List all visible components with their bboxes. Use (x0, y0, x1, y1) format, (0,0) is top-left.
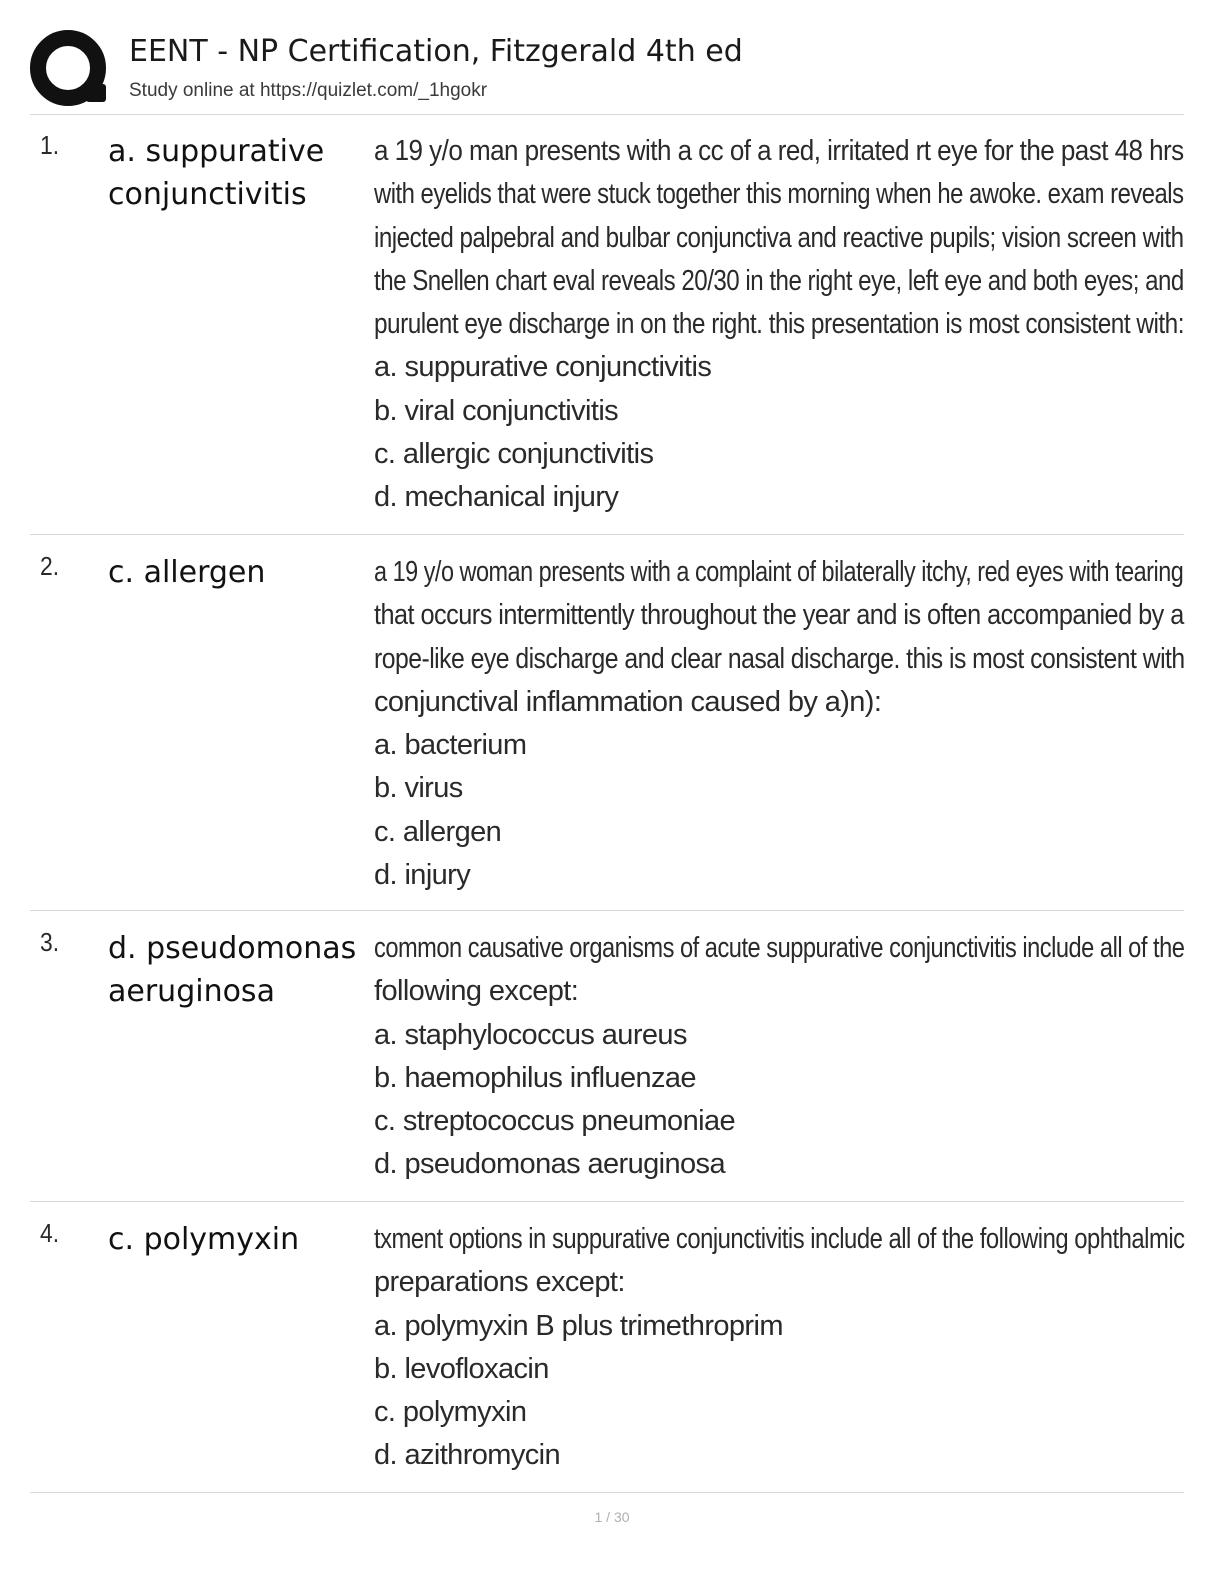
definition-line: a. staphylococcus aureus (374, 1018, 687, 1051)
card-term: c. allergen (108, 555, 266, 590)
definition-line: with eyelids that were stuck together this morning when he awoke. exam reveals (374, 178, 1184, 211)
definition-line: c. allergen (374, 815, 502, 848)
card-number: 3. (40, 927, 60, 957)
set-title: EENT - NP Certification, Fitzgerald 4th ed (129, 34, 743, 69)
definition-line: txment options in suppurative conjunctivitis include all of the following ophthalmic (374, 1223, 1185, 1255)
card-definition (374, 130, 1184, 520)
definition-line: b. levofloxacin (374, 1352, 549, 1385)
card-term: c. polymyxin (108, 1222, 300, 1257)
definition-line: b. virus (374, 772, 463, 805)
definition-line: a 19 y/o woman presents with a complaint of bilaterally itchy, red eyes with tearing (374, 556, 1184, 588)
definition-line: c. polymyxin (374, 1396, 527, 1429)
card-definition (374, 1218, 1184, 1478)
definition-line: d. mechanical injury (374, 481, 619, 514)
flashcard-3 (30, 927, 1184, 1202)
definition-line: the Snellen chart eval reveals 20/30 in the right eye, left eye and both eyes; and (374, 264, 1184, 297)
definition-line: b. viral conjunctivitis (374, 394, 619, 427)
study-online-link[interactable]: Study online at https://quizlet.com/_1hgokr (129, 80, 488, 101)
definition-line: d. injury (374, 859, 471, 892)
flashcard-2 (30, 551, 1184, 911)
page-number: 1 / 30 (594, 1509, 630, 1525)
card-number: 2. (40, 551, 60, 581)
definition-line: c. streptococcus pneumoniae (374, 1105, 736, 1138)
definition-line: c. allergic conjunctivitis (374, 438, 654, 471)
card-definition (374, 927, 1184, 1187)
flashcard-4 (30, 1218, 1184, 1493)
definition-line: purulent eye discharge in on the right. this presentation is most consistent with: (374, 308, 1184, 341)
definition-line: preparations except: (374, 1266, 625, 1299)
definition-line: common causative organisms of acute suppurative conjunctivitis include all of the (374, 932, 1185, 964)
card-term: a. suppurative conjunctivitis (108, 134, 325, 212)
card-term: d. pseudomonas aeruginosa (108, 931, 357, 1009)
definition-line: that occurs intermittently throughout the year and is often accompanied by a (374, 599, 1184, 632)
page-header (30, 28, 1184, 115)
card-number: 1. (40, 130, 60, 160)
definition-line: b. haemophilus influenzae (374, 1061, 696, 1094)
definition-line: a 19 y/o man presents with a cc of a red, irritated rt eye for the past 48 hrs (374, 135, 1184, 167)
definition-line: conjunctival inflammation caused by a)n): (374, 685, 882, 718)
flashcard-1 (30, 130, 1184, 535)
definition-line: injected palpebral and bulbar conjunctiva and reactive pupils; vision screen with (374, 221, 1184, 254)
card-number: 4. (40, 1218, 60, 1248)
definition-line: a. bacterium (374, 729, 527, 762)
quizlet-q-logo-icon (30, 30, 110, 110)
definition-line: d. azithromycin (374, 1439, 561, 1472)
definition-line: rope-like eye discharge and clear nasal discharge. this is most consistent with (374, 642, 1185, 675)
definition-line: d. pseudomonas aeruginosa (374, 1148, 725, 1181)
definition-line: a. suppurative conjunctivitis (374, 351, 712, 384)
card-definition (374, 551, 1184, 897)
definition-line: a. polymyxin B plus trimethroprim (374, 1309, 783, 1342)
definition-line: following except: (374, 975, 579, 1008)
